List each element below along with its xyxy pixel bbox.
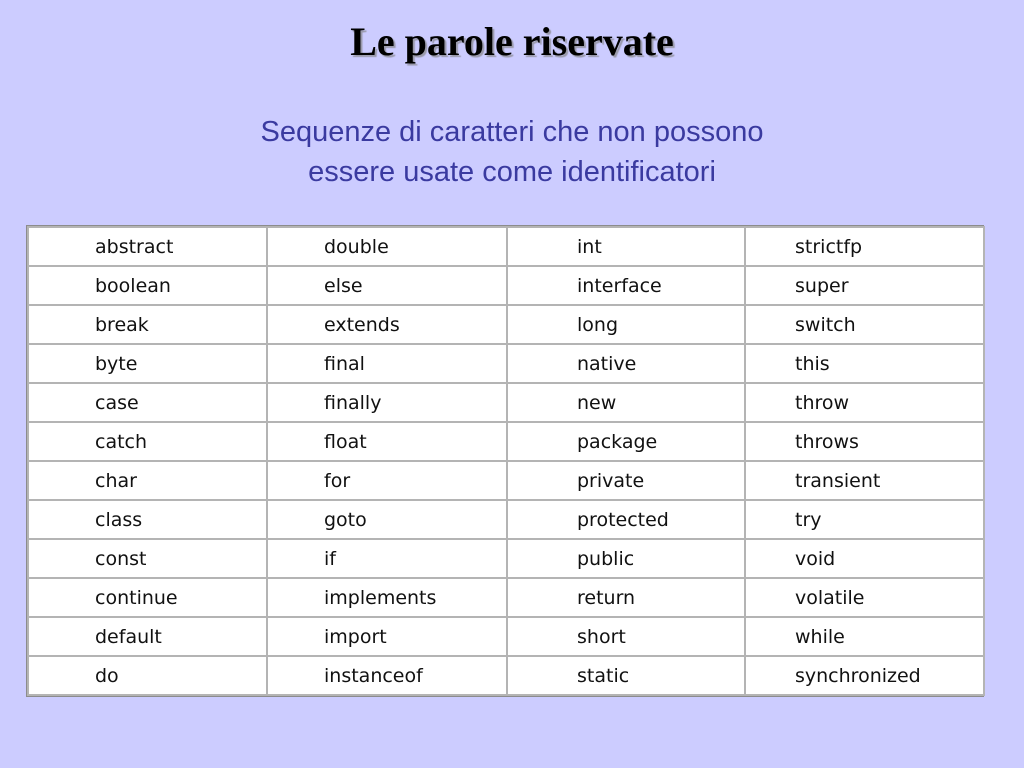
table-row <box>28 383 984 422</box>
table-cell: byte <box>28 344 267 383</box>
table-cell: extends <box>267 305 507 344</box>
table-cell: short <box>507 617 745 656</box>
table-cell: native <box>507 344 745 383</box>
table-cell: final <box>267 344 507 383</box>
table-row <box>28 344 984 383</box>
table-cell: if <box>267 539 507 578</box>
table-cell: const <box>28 539 267 578</box>
table-row <box>28 656 984 695</box>
table-cell: double <box>267 227 507 266</box>
table-cell: do <box>28 656 267 695</box>
table-cell: static <box>507 656 745 695</box>
table-cell: protected <box>507 500 745 539</box>
slide-subtitle <box>0 112 1024 192</box>
table-cell: volatile <box>745 578 984 617</box>
table-cell: return <box>507 578 745 617</box>
table-cell: int <box>507 227 745 266</box>
table-cell: boolean <box>28 266 267 305</box>
table-cell: catch <box>28 422 267 461</box>
table-cell: continue <box>28 578 267 617</box>
subtitle-line-1: Sequenze di caratteri che non possono <box>260 116 764 148</box>
table-cell: strictfp <box>745 227 984 266</box>
table-cell: for <box>267 461 507 500</box>
table-cell: throws <box>745 422 984 461</box>
reserved-words-table <box>27 226 985 696</box>
table-cell: this <box>745 344 984 383</box>
slide-title: Le parole riservate <box>350 19 674 64</box>
table-cell: private <box>507 461 745 500</box>
table-row <box>28 266 984 305</box>
table-row <box>28 461 984 500</box>
reserved-words-table-container <box>26 225 984 697</box>
table-cell: implements <box>267 578 507 617</box>
table-row <box>28 617 984 656</box>
table-cell: float <box>267 422 507 461</box>
table-cell: while <box>745 617 984 656</box>
table-cell: new <box>507 383 745 422</box>
table-row <box>28 305 984 344</box>
table-cell: break <box>28 305 267 344</box>
table-row <box>28 500 984 539</box>
table-cell: default <box>28 617 267 656</box>
table-cell: switch <box>745 305 984 344</box>
table-cell: import <box>267 617 507 656</box>
table-cell: synchronized <box>745 656 984 695</box>
table-cell: long <box>507 305 745 344</box>
table-cell: case <box>28 383 267 422</box>
table-cell: throw <box>745 383 984 422</box>
table-cell: void <box>745 539 984 578</box>
table-cell: super <box>745 266 984 305</box>
table-cell: interface <box>507 266 745 305</box>
table-cell: char <box>28 461 267 500</box>
table-row <box>28 578 984 617</box>
table-cell: class <box>28 500 267 539</box>
table-row <box>28 539 984 578</box>
table-cell: transient <box>745 461 984 500</box>
table-cell: abstract <box>28 227 267 266</box>
subtitle-line-2: essere usate come identificatori <box>308 156 716 188</box>
table-cell: else <box>267 266 507 305</box>
table-cell: goto <box>267 500 507 539</box>
table-row <box>28 422 984 461</box>
table-row <box>28 227 984 266</box>
table-cell: finally <box>267 383 507 422</box>
table-cell: try <box>745 500 984 539</box>
table-cell: instanceof <box>267 656 507 695</box>
table-cell: public <box>507 539 745 578</box>
table-cell: package <box>507 422 745 461</box>
